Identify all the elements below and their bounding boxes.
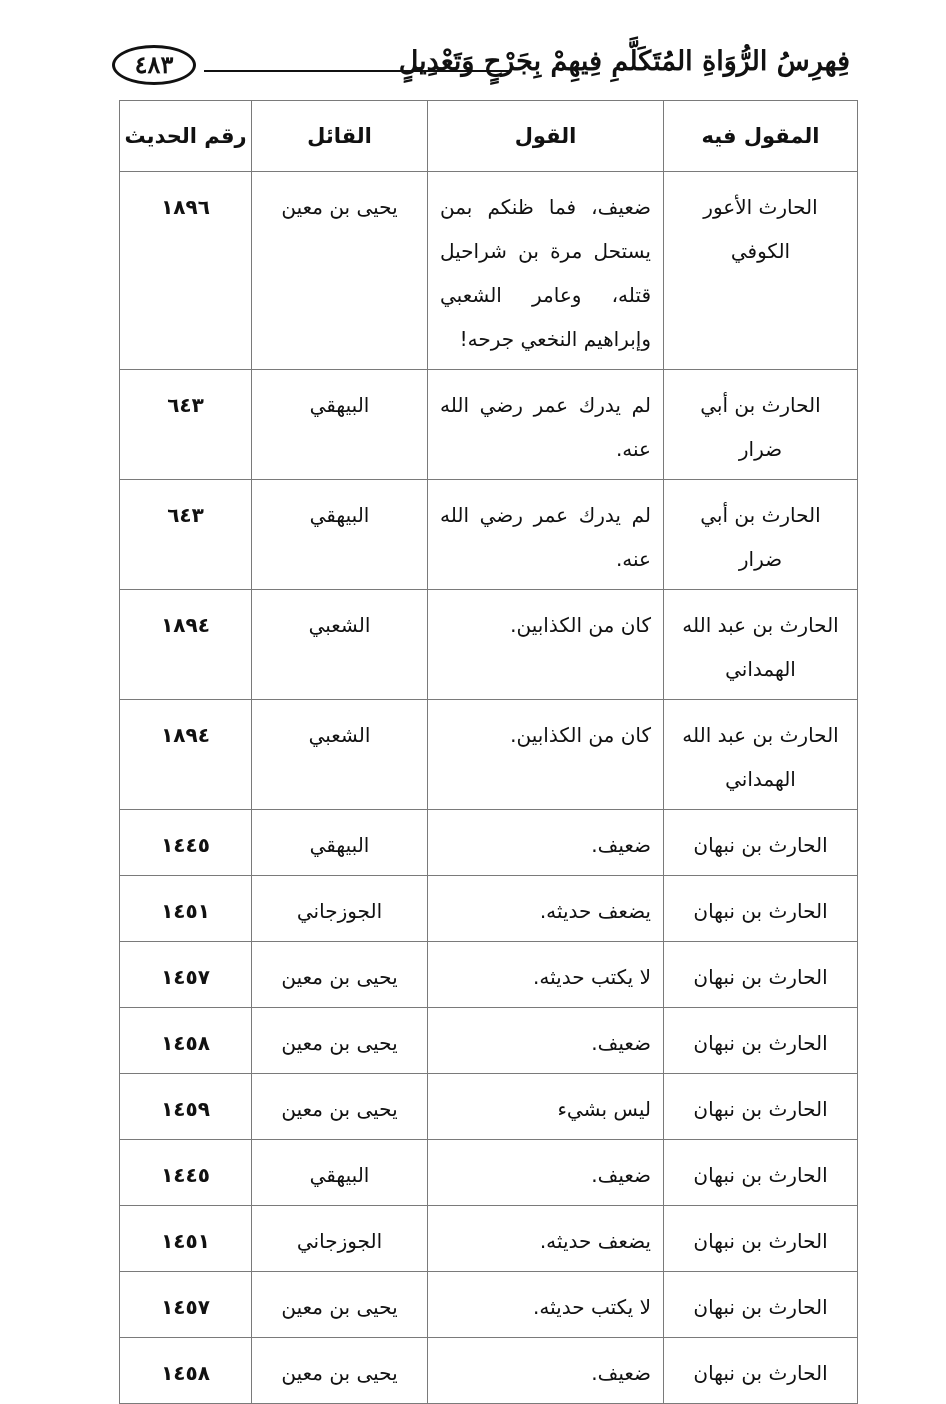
subject-cell: الحارث بن نبهان <box>664 1140 858 1206</box>
hadith-number-cell: ١٤٤٥ <box>120 1140 252 1206</box>
table-row <box>120 810 858 876</box>
hadith-number-cell: ١٤٤٥ <box>120 810 252 876</box>
speaker-cell: الجوزجاني <box>252 876 428 942</box>
table-row <box>120 700 858 810</box>
saying-cell: لم يدرك عمر رضي الله عنه. <box>428 370 664 480</box>
speaker-cell: يحيى بن معين <box>252 1008 428 1074</box>
hadith-number-cell: ١٤٥٧ <box>120 942 252 1008</box>
column-header-speaker: القائل <box>252 101 428 172</box>
hadith-number-cell: ١٤٥٧ <box>120 1272 252 1338</box>
speaker-cell: البيهقي <box>252 480 428 590</box>
column-header-saying: القول <box>428 101 664 172</box>
subject-cell: الحارث بن نبهان <box>664 1008 858 1074</box>
subject-cell: الحارث بن عبد الله الهمداني <box>664 700 858 810</box>
saying-cell: ليس بشيء <box>428 1074 664 1140</box>
subject-cell: الحارث بن نبهان <box>664 876 858 942</box>
hadith-number-cell: ١٤٥١ <box>120 1206 252 1272</box>
hadith-number-cell: ٦٤٣ <box>120 370 252 480</box>
saying-cell: كان من الكذابين. <box>428 590 664 700</box>
subject-cell: الحارث بن أبي ضرار <box>664 480 858 590</box>
saying-cell: ضعيف، فما ظنكم بمن يستحل مرة بن شراحيل قتله، وعامر الشعبي وإبراهيم النخعي جرحه! <box>428 172 664 370</box>
hadith-number-cell: ١٨٩٤ <box>120 700 252 810</box>
hadith-number-cell: ١٤٥٨ <box>120 1338 252 1404</box>
subject-cell: الحارث بن نبهان <box>664 1272 858 1338</box>
table-row <box>120 1140 858 1206</box>
running-title: فِهرِسُ الرُّوَاةِ المُتَكَلَّمِ فِيهِمْ بِجَرْحٍ وَتَعْدِيلٍ <box>398 46 850 77</box>
table-row <box>120 1338 858 1404</box>
narrators-table <box>119 100 858 1404</box>
column-header-number: رقم الحديث <box>120 101 252 172</box>
subject-cell: الحارث بن نبهان <box>664 1074 858 1140</box>
subject-cell: الحارث بن أبي ضرار <box>664 370 858 480</box>
page-number: ٤٨٣ <box>112 45 196 85</box>
table-row <box>120 172 858 370</box>
saying-cell: ضعيف. <box>428 1140 664 1206</box>
saying-cell: ضعيف. <box>428 1338 664 1404</box>
subject-cell: الحارث بن نبهان <box>664 1338 858 1404</box>
header-rule <box>204 70 510 72</box>
table-header-row <box>120 101 858 172</box>
hadith-number-cell: ١٨٩٤ <box>120 590 252 700</box>
speaker-cell: البيهقي <box>252 810 428 876</box>
subject-cell: الحارث بن نبهان <box>664 810 858 876</box>
saying-cell: يضعف حديثه. <box>428 1206 664 1272</box>
subject-cell: الحارث بن نبهان <box>664 942 858 1008</box>
saying-cell: لم يدرك عمر رضي الله عنه. <box>428 480 664 590</box>
table-row <box>120 1272 858 1338</box>
saying-cell: لا يكتب حديثه. <box>428 942 664 1008</box>
table-row <box>120 370 858 480</box>
table-row <box>120 1074 858 1140</box>
hadith-number-cell: ١٨٩٦ <box>120 172 252 370</box>
saying-cell: ضعيف. <box>428 1008 664 1074</box>
saying-cell: ضعيف. <box>428 810 664 876</box>
speaker-cell: الجوزجاني <box>252 1206 428 1272</box>
speaker-cell: يحيى بن معين <box>252 1074 428 1140</box>
table-row <box>120 480 858 590</box>
table-row <box>120 1008 858 1074</box>
hadith-number-cell: ١٤٥٨ <box>120 1008 252 1074</box>
saying-cell: كان من الكذابين. <box>428 700 664 810</box>
speaker-cell: الشعبي <box>252 590 428 700</box>
hadith-number-cell: ٦٤٣ <box>120 480 252 590</box>
speaker-cell: البيهقي <box>252 1140 428 1206</box>
page-header <box>112 40 850 98</box>
speaker-cell: يحيى بن معين <box>252 1272 428 1338</box>
speaker-cell: الشعبي <box>252 700 428 810</box>
table-row <box>120 942 858 1008</box>
table-row <box>120 876 858 942</box>
hadith-number-cell: ١٤٥١ <box>120 876 252 942</box>
column-header-subject: المقول فيه <box>664 101 858 172</box>
saying-cell: لا يكتب حديثه. <box>428 1272 664 1338</box>
hadith-number-cell: ١٤٥٩ <box>120 1074 252 1140</box>
speaker-cell: يحيى بن معين <box>252 172 428 370</box>
table-row <box>120 590 858 700</box>
speaker-cell: يحيى بن معين <box>252 1338 428 1404</box>
subject-cell: الحارث بن عبد الله الهمداني <box>664 590 858 700</box>
table-row <box>120 1206 858 1272</box>
saying-cell: يضعف حديثه. <box>428 876 664 942</box>
speaker-cell: البيهقي <box>252 370 428 480</box>
subject-cell: الحارث الأعور الكوفي <box>664 172 858 370</box>
speaker-cell: يحيى بن معين <box>252 942 428 1008</box>
subject-cell: الحارث بن نبهان <box>664 1206 858 1272</box>
